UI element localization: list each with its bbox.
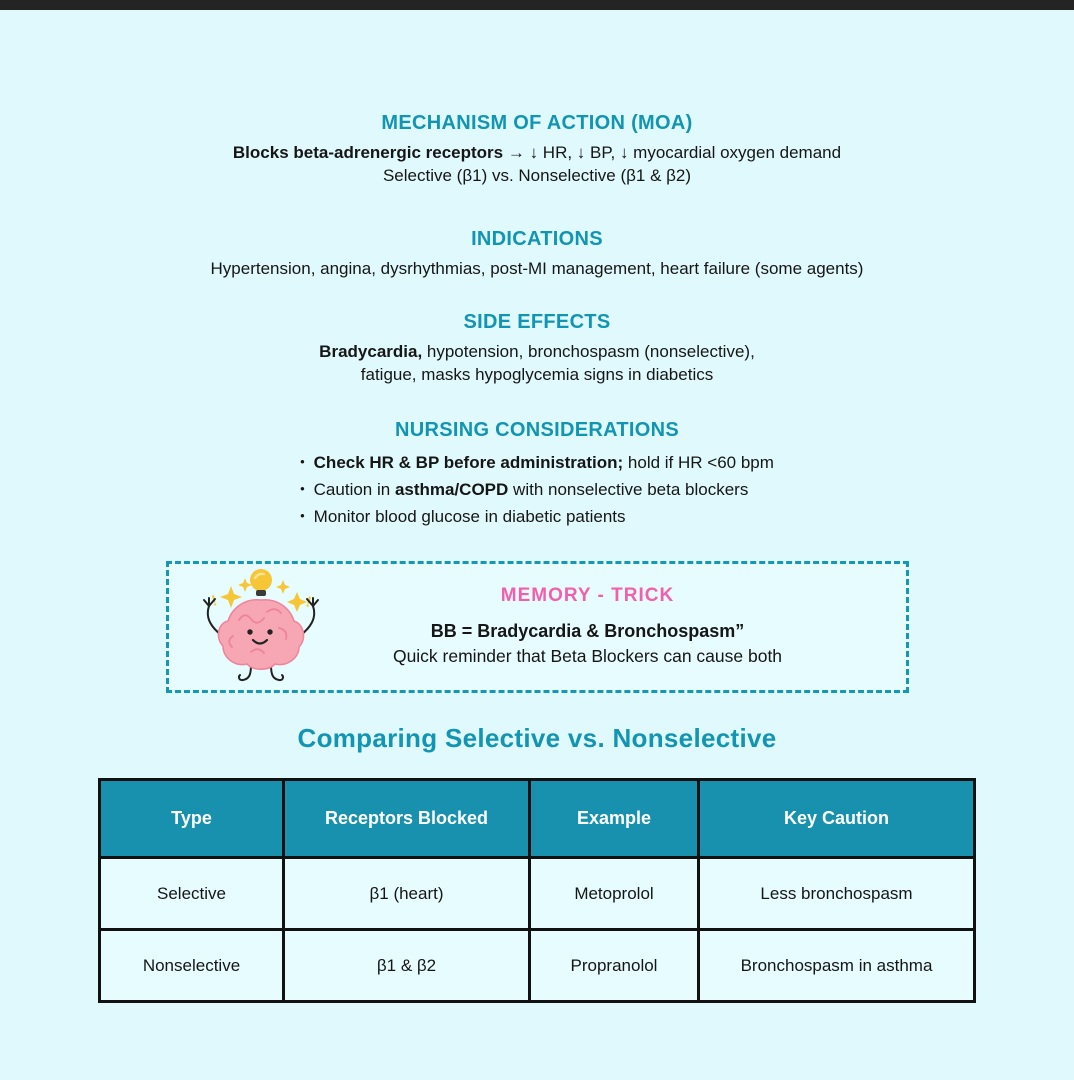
moa-line1-rest: → ↓ HR, ↓ BP, ↓ myocardial oxygen demand	[503, 143, 842, 162]
memory-trick-explanation: Quick reminder that Beta Blockers can cause both	[392, 646, 783, 666]
indications-heading: INDICATIONS	[471, 228, 603, 250]
bullet-1-rest: hold if HR <60 bpm	[623, 453, 774, 472]
nursing-bullet-2	[300, 477, 774, 504]
memory-trick-box	[166, 561, 909, 693]
nursing-bullet-1	[300, 450, 774, 477]
cell-type: Selective	[100, 858, 284, 930]
content-column	[0, 111, 1074, 1003]
comparison-title: Comparing Selective vs. Nonselective	[297, 723, 777, 753]
side-effects-line2: fatigue, masks hypoglycemia signs in diabetics	[360, 365, 714, 384]
svg-text:!: !	[209, 591, 219, 610]
moa-heading: MECHANISM OF ACTION (MOA)	[381, 112, 693, 134]
table-header-type: Type	[100, 780, 284, 858]
memory-trick-heading: MEMORY - TRICK	[500, 585, 675, 606]
side-effects-line1-rest: hypotension, bronchospasm (nonselective),	[422, 342, 755, 361]
moa-line1	[0, 141, 1074, 164]
nursing-bullet-list	[300, 450, 774, 531]
table-header-row	[100, 780, 975, 858]
memory-trick-text	[328, 585, 906, 669]
svg-text:!: !	[303, 592, 313, 611]
table-header-caution: Key Caution	[699, 780, 975, 858]
cell-receptors: β1 (heart)	[284, 858, 530, 930]
nursing-heading: NURSING CONSIDERATIONS	[394, 419, 680, 441]
brain-lightbulb-mascot-icon	[169, 564, 328, 691]
top-edge-bar	[0, 0, 1074, 10]
table-header-receptors: Receptors Blocked	[284, 780, 530, 858]
bullet-dot-icon: •	[300, 481, 305, 496]
table-row	[100, 858, 975, 930]
side-effects-line1-bold: Bradycardia,	[319, 342, 423, 361]
nursing-bullet-3	[300, 504, 774, 531]
cell-caution: Bronchospasm in asthma	[699, 930, 975, 1002]
bullet-2-bold: asthma/COPD	[394, 480, 509, 499]
bullet-dot-icon: •	[300, 508, 305, 523]
moa-line1-bold: Blocks beta-adrenergic receptors	[232, 143, 504, 162]
memory-trick-mnemonic: BB = Bradycardia & Bronchospasm”	[430, 621, 745, 641]
cell-example: Metoprolol	[530, 858, 699, 930]
cell-type: Nonselective	[100, 930, 284, 1002]
bullet-2-rest: with nonselective beta blockers	[508, 480, 749, 499]
side-effects-heading: SIDE EFFECTS	[463, 311, 611, 333]
comparison-table	[98, 778, 976, 1003]
cell-caution: Less bronchospasm	[699, 858, 975, 930]
bullet-1-bold: Check HR & BP before administration;	[313, 453, 624, 472]
bullet-2-pre: Caution in	[313, 480, 395, 499]
bullet-dot-icon: •	[300, 454, 305, 469]
side-effects-line1	[0, 340, 1074, 363]
cell-receptors: β1 & β2	[284, 930, 530, 1002]
table-row	[100, 930, 975, 1002]
bullet-3-pre: Monitor blood glucose in diabetic patients	[313, 507, 626, 526]
cell-example: Propranolol	[530, 930, 699, 1002]
moa-line2: Selective (β1) vs. Nonselective (β1 & β2)	[382, 166, 692, 185]
table-header-example: Example	[530, 780, 699, 858]
indications-text: Hypertension, angina, dysrhythmias, post-MI management, heart failure (some agents)	[210, 259, 864, 278]
